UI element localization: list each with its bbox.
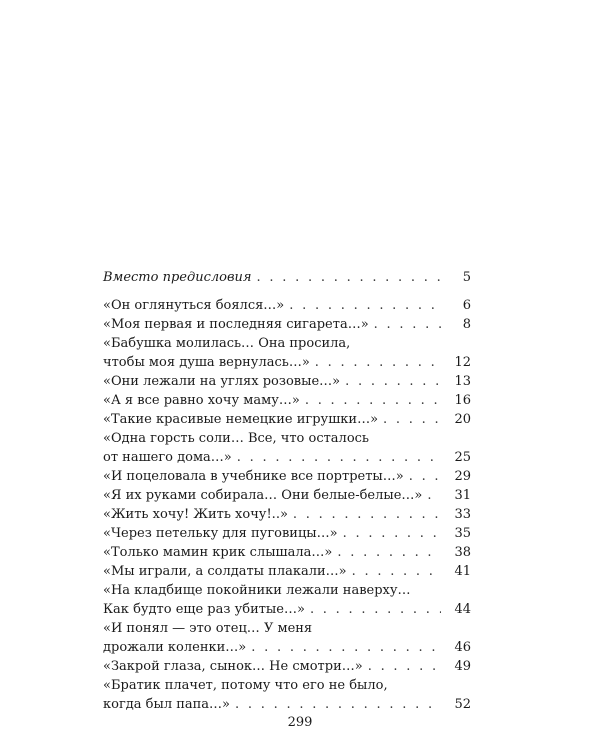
toc-entry[interactable]	[103, 562, 471, 581]
toc-entry[interactable]	[103, 657, 471, 676]
page-number: 299	[287, 715, 313, 730]
toc-entry-title: «Они лежали на углях розовые…»	[103, 374, 341, 389]
toc-leader-dots	[374, 315, 441, 334]
toc-leader-dots	[368, 657, 441, 676]
toc-entry-title: «Через петельку для пуговицы…»	[103, 526, 338, 541]
toc-entry-last-line	[103, 372, 471, 391]
toc-entry-page: 52	[454, 697, 471, 712]
toc-entry-last-line	[103, 657, 471, 676]
toc-entry-preface[interactable]	[103, 268, 471, 287]
toc-entry-title: «На кладбище покойники лежали наверху…	[103, 583, 411, 598]
toc-entry-line	[103, 676, 471, 695]
toc-leader-dots	[257, 268, 441, 287]
toc-entry-last-line	[103, 562, 471, 581]
toc-entry-title: «И понял — это отец… У меня	[103, 621, 313, 636]
toc-entry-last-line	[103, 505, 471, 524]
toc-entry-last-line	[103, 600, 471, 619]
toc-entry-line	[103, 581, 471, 600]
toc-entry-page: 12	[454, 355, 471, 370]
toc-entry-title: чтобы моя душа вернулась…»	[103, 355, 310, 370]
toc-entry-page: 6	[462, 298, 471, 313]
toc-entry-page: 41	[454, 564, 471, 579]
toc-entry[interactable]	[103, 467, 471, 486]
toc-entry-last-line	[103, 315, 471, 334]
toc-leader-dots	[310, 600, 441, 619]
toc-leader-dots	[345, 372, 441, 391]
toc-entry-title: «Жить хочу! Жить хочу!..»	[103, 507, 288, 522]
toc-entry-last-line	[103, 296, 471, 315]
toc-entry[interactable]	[103, 619, 471, 657]
toc-entry-title: «Закрой глаза, сынок… Не смотри…»	[103, 659, 363, 674]
toc-leader-dots	[315, 353, 441, 372]
toc-entry-line	[103, 619, 471, 638]
toc-entry-title: когда был папа…»	[103, 697, 230, 712]
toc-entry[interactable]	[103, 334, 471, 372]
toc-entry-page: 33	[454, 507, 471, 522]
toc-entry-title: дрожали коленки…»	[103, 640, 247, 655]
toc-leader-dots	[427, 486, 441, 505]
toc-entry-title: «Только мамин крик слышала…»	[103, 545, 333, 560]
toc-entry-title: «Я их руками собирала… Они белые-белые…»	[103, 488, 423, 503]
toc-entry-title: «Он оглянуться боялся…»	[103, 298, 285, 313]
toc-entry-last-line	[103, 695, 471, 714]
toc-entry[interactable]	[103, 372, 471, 391]
toc-leader-dots	[305, 391, 441, 410]
toc-entry-last-line	[103, 486, 471, 505]
toc-entry-page: 20	[454, 412, 471, 427]
toc-entry[interactable]	[103, 296, 471, 315]
toc-entry[interactable]	[103, 505, 471, 524]
table-of-contents	[103, 268, 471, 714]
toc-entry-title: «Такие красивые немецкие игрушки…»	[103, 412, 379, 427]
toc-leader-dots	[289, 296, 441, 315]
toc-entry-last-line	[103, 391, 471, 410]
toc-entry-last-line	[103, 467, 471, 486]
toc-entry-page: 31	[454, 488, 471, 503]
toc-entry-page: 5	[462, 270, 471, 285]
toc-entry[interactable]	[103, 486, 471, 505]
toc-entry[interactable]	[103, 391, 471, 410]
toc-entry-title: от нашего дома…»	[103, 450, 232, 465]
toc-entry-line	[103, 334, 471, 353]
toc-leader-dots	[343, 524, 441, 543]
toc-entry[interactable]	[103, 429, 471, 467]
toc-entry-page: 44	[454, 602, 471, 617]
toc-entry-page: 46	[454, 640, 471, 655]
toc-entry-title: «Братик плачет, потому что его не было,	[103, 678, 388, 693]
toc-leader-dots	[293, 505, 441, 524]
toc-entry-page: 35	[454, 526, 471, 541]
toc-entry-last-line	[103, 353, 471, 372]
toc-entry-page: 49	[454, 659, 471, 674]
toc-leader-dots	[251, 638, 441, 657]
toc-entry-page: 16	[454, 393, 471, 408]
toc-entry[interactable]	[103, 543, 471, 562]
toc-entry-page: 8	[462, 317, 471, 332]
toc-entry-last-line	[103, 524, 471, 543]
toc-entry-last-line	[103, 638, 471, 657]
toc-entry[interactable]	[103, 524, 471, 543]
toc-entry-title: «Одна горсть соли… Все, что осталось	[103, 431, 369, 446]
toc-entry[interactable]	[103, 315, 471, 334]
toc-entry-page: 25	[454, 450, 471, 465]
toc-entry[interactable]	[103, 410, 471, 429]
toc-entry-title: «А я все равно хочу маму…»	[103, 393, 300, 408]
toc-entry-page: 38	[454, 545, 471, 560]
toc-entry-title: Вместо предисловия	[103, 270, 252, 285]
toc-entry-title: «Мы играли, а солдаты плакали…»	[103, 564, 347, 579]
toc-leader-dots	[409, 467, 441, 486]
toc-entry-page: 13	[454, 374, 471, 389]
toc-leader-dots	[352, 562, 441, 581]
toc-leader-dots	[237, 448, 441, 467]
toc-entry-last-line	[103, 410, 471, 429]
toc-entry-last-line	[103, 543, 471, 562]
toc-leader-dots	[235, 695, 441, 714]
toc-entries-list	[103, 296, 471, 714]
toc-entry-page: 29	[454, 469, 471, 484]
toc-entry-line	[103, 429, 471, 448]
toc-entry-title: Как будто еще раз убитые…»	[103, 602, 305, 617]
toc-leader-dots	[337, 543, 441, 562]
toc-entry-title: «И поцеловала в учебнике все портреты…»	[103, 469, 404, 484]
toc-entry[interactable]	[103, 581, 471, 619]
toc-entry[interactable]	[103, 676, 471, 714]
toc-leader-dots	[383, 410, 441, 429]
toc-entry-title: «Моя первая и последняя сигарета…»	[103, 317, 369, 332]
toc-entry-last-line	[103, 448, 471, 467]
toc-entry-title: «Бабушка молилась… Она просила,	[103, 336, 351, 351]
